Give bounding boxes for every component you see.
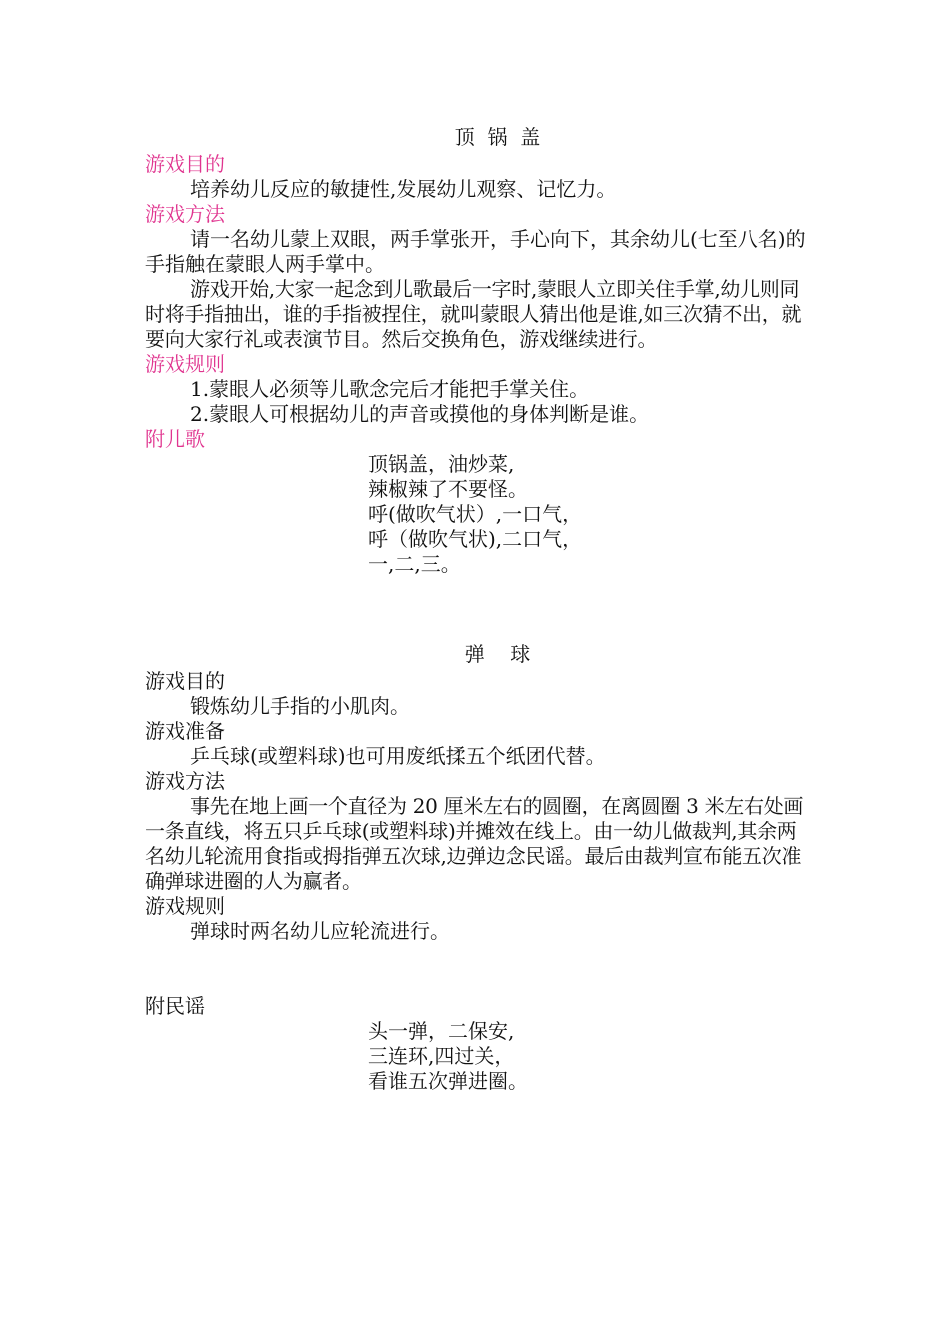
song-verse	[145, 452, 810, 577]
song-line: 呼(做吹气状）,一口气，	[368, 502, 583, 526]
heading-rules: 游戏规则	[145, 894, 225, 918]
method-paragraph: 请一名幼儿蒙上双眼，两手掌张开，手心向下，其余幼儿(七至八名)的手指触在蒙眼人两手掌中。	[145, 227, 806, 276]
song-line: 顶锅盖，油炒菜,	[368, 452, 515, 476]
section-title-tan-qiu: 弹 球	[464, 642, 531, 666]
method-paragraph: 事先在地上画一个直径为 20 厘米左右的圆圈，在离圆圈 3 米左右处画一条直线，将五只乒乓球(或塑料球)并摊效在线上。由一幼儿做裁判,其余两名幼儿轮流用食指或拇指弹五次球,边弹边念民谣。最后由裁判宣布能五次准确弹球进圈的人为赢者。	[145, 794, 804, 893]
song-line: 辣椒辣了不要怪。	[368, 477, 528, 501]
rule-item: 2.蒙眼人可根据幼儿的声音或摸他的身体判断是谁。	[190, 402, 650, 426]
rule-item: 1.蒙眼人必须等儿歌念完后才能把手掌关住。	[190, 377, 590, 401]
heading-rules: 游戏规则	[145, 352, 225, 376]
song-line: 头一弹，二保安,	[368, 1019, 515, 1043]
purpose-text: 培养幼儿反应的敏捷性,发展幼儿观察、记忆力。	[190, 177, 617, 201]
song-line: 一,二,三。	[368, 552, 461, 576]
heading-method: 游戏方法	[145, 202, 225, 226]
heading-song: 附儿歌	[145, 427, 205, 451]
section-spacer	[145, 577, 810, 639]
heading-purpose: 游戏目的	[145, 152, 225, 176]
heading-purpose: 游戏目的	[145, 669, 225, 693]
document-body	[145, 122, 810, 1094]
heading-method: 游戏方法	[145, 769, 225, 793]
heading-prep: 游戏准备	[145, 719, 225, 743]
method-paragraph: 游戏开始,大家一起念到儿歌最后一字时,蒙眼人立即关住手掌,幼儿则同时将手指抽出，谁的手指被捏住，就叫蒙眼人猜出他是谁,如三次猜不出，就要向大家行礼或表演节目。然后交换角色，游戏继续进行。	[145, 277, 802, 351]
prep-text: 乒乓球(或塑料球)也可用废纸揉五个纸团代替。	[190, 744, 606, 768]
song-verse	[145, 1019, 810, 1094]
rules-text: 弹球时两名幼儿应轮流进行。	[190, 919, 450, 943]
section-title-ding-guo-gai: 顶 锅 盖	[454, 125, 541, 149]
purpose-text: 锻炼幼儿手指的小肌肉。	[190, 694, 410, 718]
heading-song: 附民谣	[145, 994, 205, 1018]
song-line: 三连环,四过关，	[368, 1044, 515, 1068]
section-spacer	[145, 944, 810, 994]
song-line: 呼（做吹气状),二口气，	[368, 527, 583, 551]
song-line: 看谁五次弹进圈。	[368, 1069, 528, 1093]
